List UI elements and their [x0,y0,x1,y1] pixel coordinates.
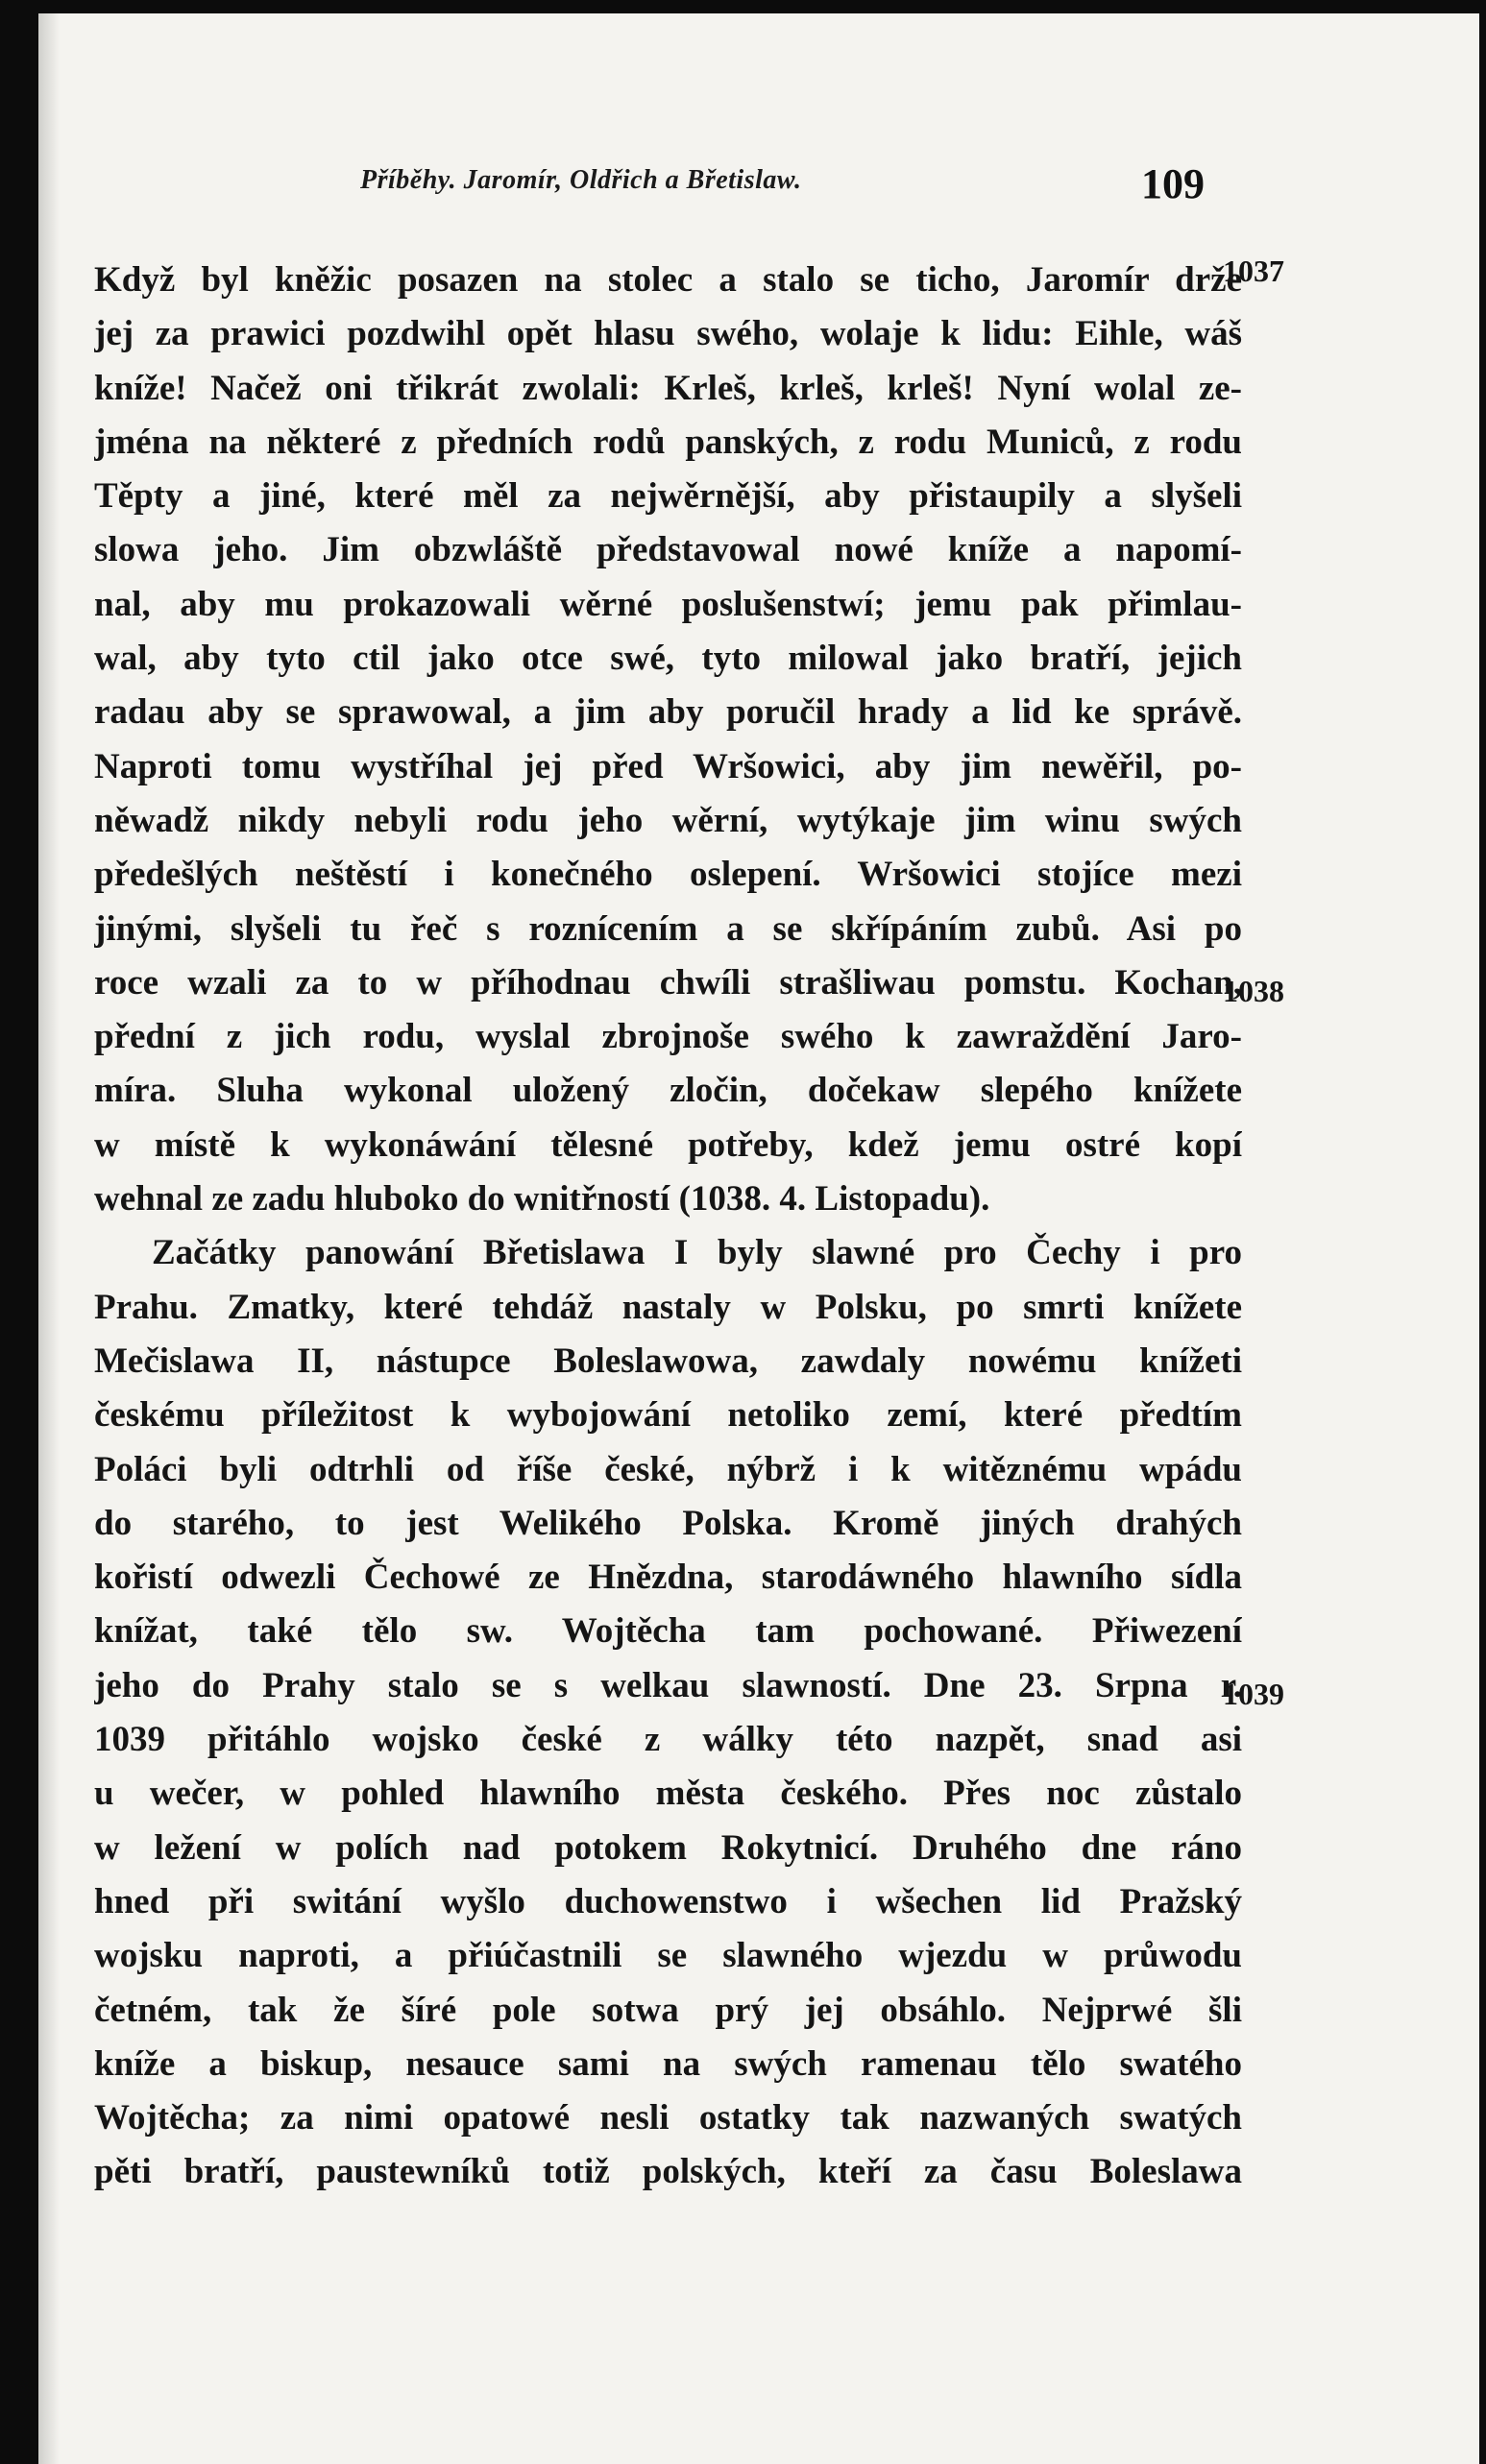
text-line: kníže! Načež oni třikrát zwolali: Krleš, krleš, krleš! Nyní wolal ze- [94,368,1242,408]
text-line: radau aby se sprawowal, a jim aby poručil hrady a lid ke správě. [94,692,1242,733]
text-line: přední z jich rodu, wyslal zbrojnoše swého k zawraždění Jaro- [94,1017,1242,1057]
text-line: pěti bratří, paustewníků totiž polských, kteří za času Boleslawa [94,2152,1242,2192]
margin-year: 1037 [1223,254,1284,288]
text-line: hned při switání wyšlo duchowenstwo i wšechen lid Pražský [94,1881,1242,1921]
text-line: slowa jeho. Jim obzwláště představowal nowé kníže a napomí- [94,530,1242,570]
text-line: 1039 přitáhlo wojsko české z wálky této nazpět, snad asi [94,1720,1242,1760]
text-line: u wečer, w pohled hlawního města českého. Přes noc zůstalo [94,1774,1242,1814]
running-title: Příběhy. Jaromír, Oldřich a Břetislaw. [360,165,802,195]
text-line: předešlých neštěstí i konečného oslepení. Wršowici stojíce mezi [94,855,1242,895]
text-line: četném, tak že šíré pole sotwa prý jej obsáhlo. Nejprwé šli [94,1990,1242,2030]
text-line: kníže a biskup, nesauce sami na swých ramenau tělo swatého [94,2043,1242,2084]
text-line: wehnal ze zadu hluboko do wnitřností (1038. 4. Listopadu). [94,1179,990,1220]
text-line: knížat, také tělo sw. Wojtěcha tam pochowané. Přiwezení [94,1611,1242,1652]
page-number: 109 [1141,160,1205,207]
text-line: Těpty a jiné, které měl za nejwěrnější, aby přistaupily a slyšeli [94,476,1242,517]
margin-year: 1038 [1223,974,1284,1008]
book-page [38,13,1479,2464]
text-line: wal, aby tyto ctil jako otce swé, tyto milowal jako bratří, jejich [94,639,1242,679]
text-line: Mečislawa II, nástupce Boleslawowa, zawdaly nowému knížeti [94,1341,1242,1381]
text-line: Začátky panowání Břetislawa I byly slawné pro Čechy i pro [152,1233,1242,1273]
gutter-shadow [38,13,60,2464]
text-line: českému příležitost k wybojowání netoliko zemí, které předtím [94,1395,1242,1436]
margin-year: 1039 [1223,1677,1284,1711]
text-line: Wojtěcha; za nimi opatowé nesli ostatky tak nazwaných swatých [94,2098,1242,2138]
text-line: míra. Sluha wykonal uložený zločin, dočekaw slepého knížete [94,1071,1242,1111]
text-line: w místě k wykonáwání tělesné potřeby, kdež jemu ostré kopí [94,1124,1242,1165]
body-text [94,254,1242,2200]
text-line: něwadž nikdy nebyli rodu jeho wěrní, wytýkaje jim winu swých [94,800,1242,840]
page-header [38,160,1479,223]
text-line: w ležení w polích nad potokem Rokytnicí. Druhého dne ráno [94,1827,1242,1868]
text-line: jeho do Prahy stalo se s welkau slawností. Dne 23. Srpna r. [94,1665,1242,1705]
text-line: jména na některé z předních rodů panských, z rodu Municů, z rodu [94,422,1242,462]
text-line: Když byl kněžic posazen na stolec a stalo se ticho, Jaromír drže [94,260,1242,300]
text-line: do starého, to jest Welikého Polska. Kromě jiných drahých [94,1503,1242,1543]
text-line: jinými, slyšeli tu řeč s roznícením a se skřípáním zubů. Asi po [94,908,1242,949]
text-line: roce wzali za to w příhodnau chwíli strašliwau pomstu. Kochan, [94,962,1242,1003]
text-line: kořistí odwezli Čechowé ze Hnězdna, starodáwného hlawního sídla [94,1558,1242,1598]
text-line: jej za prawici pozdwihl opět hlasu swého, wolaje k lidu: Eihle, wáš [94,314,1242,354]
text-line: nal, aby mu prokazowali wěrné poslušenstwí; jemu pak přimlau- [94,584,1242,624]
text-line: Prahu. Zmatky, které tehdáž nastaly w Polsku, po smrti knížete [94,1287,1242,1327]
text-line: Poláci byli odtrhli od říše české, nýbrž i k witěznému wpádu [94,1449,1242,1489]
text-line: Naproti tomu wystříhal jej před Wršowici, aby jim newěřil, po- [94,746,1242,786]
text-line: wojsku naproti, a přiúčastnili se slawného wjezdu w průwodu [94,1936,1242,1976]
